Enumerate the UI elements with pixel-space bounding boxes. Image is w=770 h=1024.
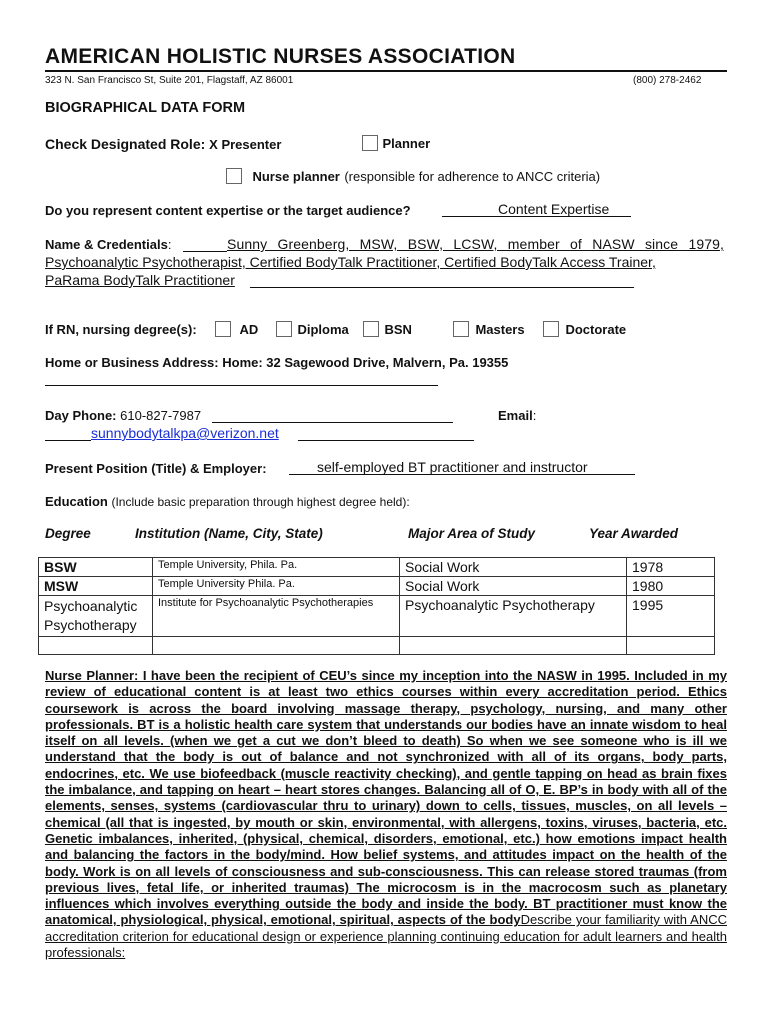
major-cell[interactable]: Psychoanalytic Psychotherapy (400, 596, 627, 637)
degree-doctorate-label: Doctorate (565, 322, 627, 337)
position-label: Present Position (Title) & Employer: (45, 461, 267, 476)
day-phone-underline (212, 422, 453, 423)
institution-cell[interactable] (153, 637, 400, 655)
planner-label: Planner (382, 136, 431, 151)
nurse-planner-note: (responsible for adherence to ANCC criteria) (344, 169, 601, 184)
degree-option-masters[interactable] (453, 321, 525, 339)
degree-masters-label: Masters (475, 322, 525, 337)
institution-cell[interactable]: Institute for Psychoanalytic Psychotherapies (153, 596, 400, 637)
institution-cell[interactable]: Temple University Phila. Pa. (153, 577, 400, 596)
degree-option-diploma[interactable] (276, 321, 349, 339)
edu-header-institution: Institution (Name, City, State) (135, 526, 323, 541)
expertise-question: Do you represent content expertise or the target audience? (45, 203, 411, 218)
education-note: (Include basic preparation through highest degree held): (111, 495, 410, 509)
statement-prompt-text: Describe your familiarity with ANCC accreditation criterion for educational design or experience planning continuing education for adult learners and health professionals: (45, 912, 727, 961)
education-label-row (45, 494, 410, 509)
degree-bsn-label: BSN (384, 322, 412, 337)
address-label: Home or Business Address: (45, 355, 219, 370)
email-label-text: Email (498, 408, 533, 423)
table-row (39, 596, 715, 637)
header-rule (45, 70, 727, 72)
degree-ad-label: AD (239, 322, 259, 337)
degree-option-doctorate[interactable] (543, 321, 626, 339)
table-row (39, 637, 715, 655)
degree-cell[interactable]: Psychoanalytic Psychotherapy (39, 596, 153, 637)
planner-option[interactable] (362, 135, 430, 153)
year-cell[interactable]: 1995 (627, 596, 715, 637)
expertise-answer[interactable]: Content Expertise (498, 201, 610, 217)
form-title: BIOGRAPHICAL DATA FORM (45, 100, 246, 116)
major-cell[interactable]: Social Work (400, 558, 627, 577)
address-underline (45, 385, 438, 386)
day-phone-value[interactable]: 610-827-7987 (120, 408, 202, 423)
name-label: Name & Credentials: (45, 237, 172, 252)
major-cell[interactable]: Social Work (400, 577, 627, 596)
table-row (39, 558, 715, 577)
degree-option-bsn[interactable] (363, 321, 412, 339)
year-cell[interactable] (627, 637, 715, 655)
email-lead-underline (45, 440, 91, 441)
role-presenter: X Presenter (209, 137, 282, 152)
org-title: AMERICAN HOLISTIC NURSES ASSOCIATION (45, 45, 516, 68)
degree-cell[interactable]: MSW (39, 577, 153, 596)
position-value[interactable]: self-employed BT practitioner and instructor (317, 459, 588, 475)
credentials-line-3[interactable]: PaRama BodyTalk Practitioner (45, 272, 235, 288)
degree-cell[interactable]: BSW (39, 558, 153, 577)
email-label: Email: (498, 408, 537, 423)
degree-diploma-label: Diploma (297, 322, 349, 337)
degree-option-ad[interactable] (215, 321, 258, 339)
nurse-planner-label: Nurse planner (252, 169, 340, 184)
degree-masters-checkbox[interactable] (453, 321, 469, 337)
edu-header-year: Year Awarded (589, 526, 679, 541)
year-cell[interactable]: 1978 (627, 558, 715, 577)
role-label (45, 136, 281, 152)
education-label: Education (45, 494, 108, 509)
credentials-line-2[interactable]: Psychoanalytic Psychotherapist, Certified BodyTalk Practitioner, Certified BodyTalk Access Trainer, (45, 254, 656, 270)
edu-header-major: Major Area of Study (408, 526, 536, 541)
name-label-text: Name & Credentials (45, 237, 168, 252)
email-tail-underline (298, 440, 474, 441)
day-phone-field (45, 408, 201, 423)
education-table (38, 557, 715, 655)
nurse-planner-option[interactable] (226, 168, 600, 186)
year-cell[interactable]: 1980 (627, 577, 715, 596)
nurse-planner-checkbox[interactable] (226, 168, 242, 184)
institution-cell[interactable]: Temple University, Phila. Pa. (153, 558, 400, 577)
degree-doctorate-checkbox[interactable] (543, 321, 559, 337)
rn-degree-label: If RN, nursing degree(s): (45, 322, 197, 337)
role-label-text: Check Designated Role: (45, 136, 206, 152)
degree-ad-checkbox[interactable] (215, 321, 231, 337)
planner-checkbox[interactable] (362, 135, 378, 151)
org-address: 323 N. San Francisco St, Suite 201, Flagstaff, AZ 86001 (45, 75, 294, 86)
table-row (39, 577, 715, 596)
degree-diploma-checkbox[interactable] (276, 321, 292, 337)
major-cell[interactable] (400, 637, 627, 655)
address-field (45, 355, 508, 370)
degree-bsn-checkbox[interactable] (363, 321, 379, 337)
name-lead-underline (183, 251, 227, 252)
nurse-planner-statement[interactable] (45, 668, 727, 961)
degree-cell[interactable] (39, 637, 153, 655)
statement-bold-text: Nurse Planner: I have been the recipient of CEU’s since my inception into the NASW in 1995. Included in my review of educational content is at least two ethics courses within every accreditation period. Ethics coursework is across the board involving massage therapy, psychology, nursing, and many other professionals. BT is a holistic health care system that understands our bodies have an innate wisdom to heal itself on all levels. (when we get a cut we don’t bleed to death) So when we see someone who is ill we understand that the body is out of balance and not synchronized with all of its organs, body parts, endocrines, etc. We use biofeedback (muscle reactivity checking), and gentle tapping on head as brain fixes the imbalance, and tapping on heart – heart stores changes. Balancing all of O, E. BP’s in body with all of the elements, senses, systems (cardiovascular thru to urinary) down to cells, tissues, muscles, on all levels – chemical (all that is ingested, by mouth or skin, environmental, with allergens, toxins, viruses, bacteria, etc. Genetic imbalances, inherited, (physical, chemical, disorders, emotional, etc.) how emotions impact health and balancing the factors in the body/mind. How belief systems, and attitudes impact on the health of the body. Work is on all levels of consciousness and sub-consciousness. This can release stored traumas (from previous lives, fetal life, or inherited traumas) The microcosm is in the macrocosm such as planetary influences which involves everything outside the body and inside the body. BT practitioner must know the anatomical, physiological, physical, emotional, spiritual, aspects of the body (45, 668, 727, 928)
day-phone-label: Day Phone: (45, 408, 117, 423)
credentials-tail-underline (250, 287, 634, 288)
org-phone: (800) 278-2462 (633, 75, 702, 86)
address-value[interactable]: Home: 32 Sagewood Drive, Malvern, Pa. 19355 (222, 355, 509, 370)
email-link[interactable]: sunnybodytalkpa@verizon.net (91, 425, 279, 441)
edu-header-degree: Degree (45, 526, 91, 541)
credentials-line-1[interactable]: Sunny Greenberg, MSW, BSW, LCSW, member of NASW since 1979, (227, 236, 724, 252)
